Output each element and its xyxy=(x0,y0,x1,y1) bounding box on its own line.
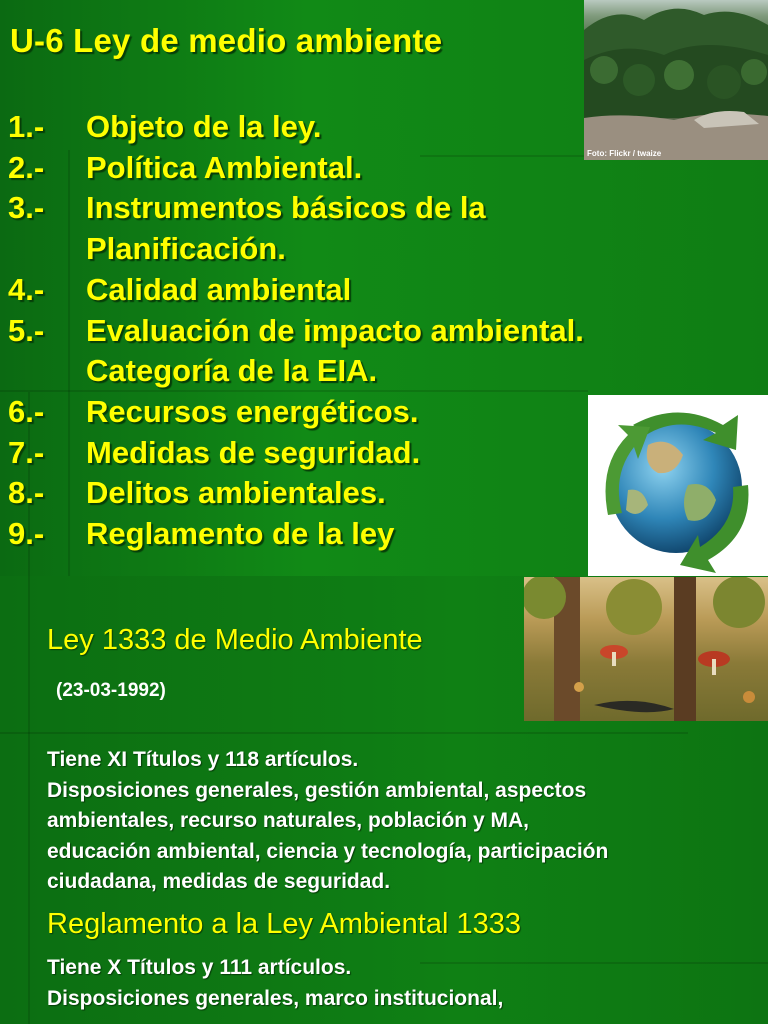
law-description xyxy=(47,745,747,898)
text-line: Disposiciones generales, marco institucional, xyxy=(47,986,504,1010)
item-text: Evaluación de impacto ambiental. Categoría de la EIA. xyxy=(86,312,584,389)
text-line: Tiene XI Títulos y 118 artículos. xyxy=(47,748,359,771)
item-number: 2.- xyxy=(8,149,45,185)
regulation-description xyxy=(47,953,747,1014)
jungle-illustration xyxy=(524,577,768,721)
forest-animals-illustration xyxy=(524,577,768,721)
item-text: Reglamento de la ley xyxy=(86,516,395,552)
item-number: 9.- xyxy=(8,516,45,552)
list-item xyxy=(8,107,646,148)
item-text: Objeto de la ley. xyxy=(86,109,322,144)
decorative-line xyxy=(0,732,688,734)
list-item xyxy=(8,392,646,433)
text-line: Tiene X Títulos y 111 artículos. xyxy=(47,956,352,979)
slide-title: U-6 Ley de medio ambiente xyxy=(10,22,443,59)
text-line: Disposiciones generales, gestión ambiental, aspectos xyxy=(47,778,587,802)
regulation-title: Reglamento a la Ley Ambiental 1333 xyxy=(47,908,521,940)
list-item xyxy=(8,514,646,555)
item-number: 4.- xyxy=(8,271,45,307)
list-item xyxy=(8,433,646,474)
photo-credit: Foto: Flickr / twaize xyxy=(587,149,662,158)
item-text: Delitos ambientales. xyxy=(86,475,386,511)
text-line: educación ambiental, ciencia y tecnología, participación xyxy=(47,839,609,863)
text-line: ambientales, recurso naturales, población y MA, xyxy=(47,809,529,833)
item-number: 3.- xyxy=(8,190,45,226)
topics-list xyxy=(8,107,646,555)
recycling-globe-image xyxy=(588,395,768,576)
item-text: Recursos energéticos. xyxy=(86,393,419,429)
list-item xyxy=(8,188,646,269)
item-text: Calidad ambiental xyxy=(86,271,352,307)
list-item xyxy=(8,270,646,311)
law-title: Ley 1333 de Medio Ambiente xyxy=(47,624,423,656)
list-item xyxy=(8,311,646,392)
globe-icon xyxy=(588,395,768,576)
item-number: 7.- xyxy=(8,434,45,470)
item-text: Medidas de seguridad. xyxy=(86,434,421,470)
law-date: (23-03-1992) xyxy=(56,680,166,701)
text-line: ciudadana, medidas de seguridad. xyxy=(47,870,391,894)
item-number: 1.- xyxy=(8,109,45,144)
item-number: 6.- xyxy=(8,393,45,429)
item-number: 5.- xyxy=(8,312,45,348)
decorative-line xyxy=(28,576,30,1024)
list-item xyxy=(8,148,646,189)
list-item xyxy=(8,473,646,514)
item-text: Política Ambiental. xyxy=(86,149,363,185)
item-text: Instrumentos básicos de la Planificación. xyxy=(86,190,486,267)
item-number: 8.- xyxy=(8,475,45,511)
